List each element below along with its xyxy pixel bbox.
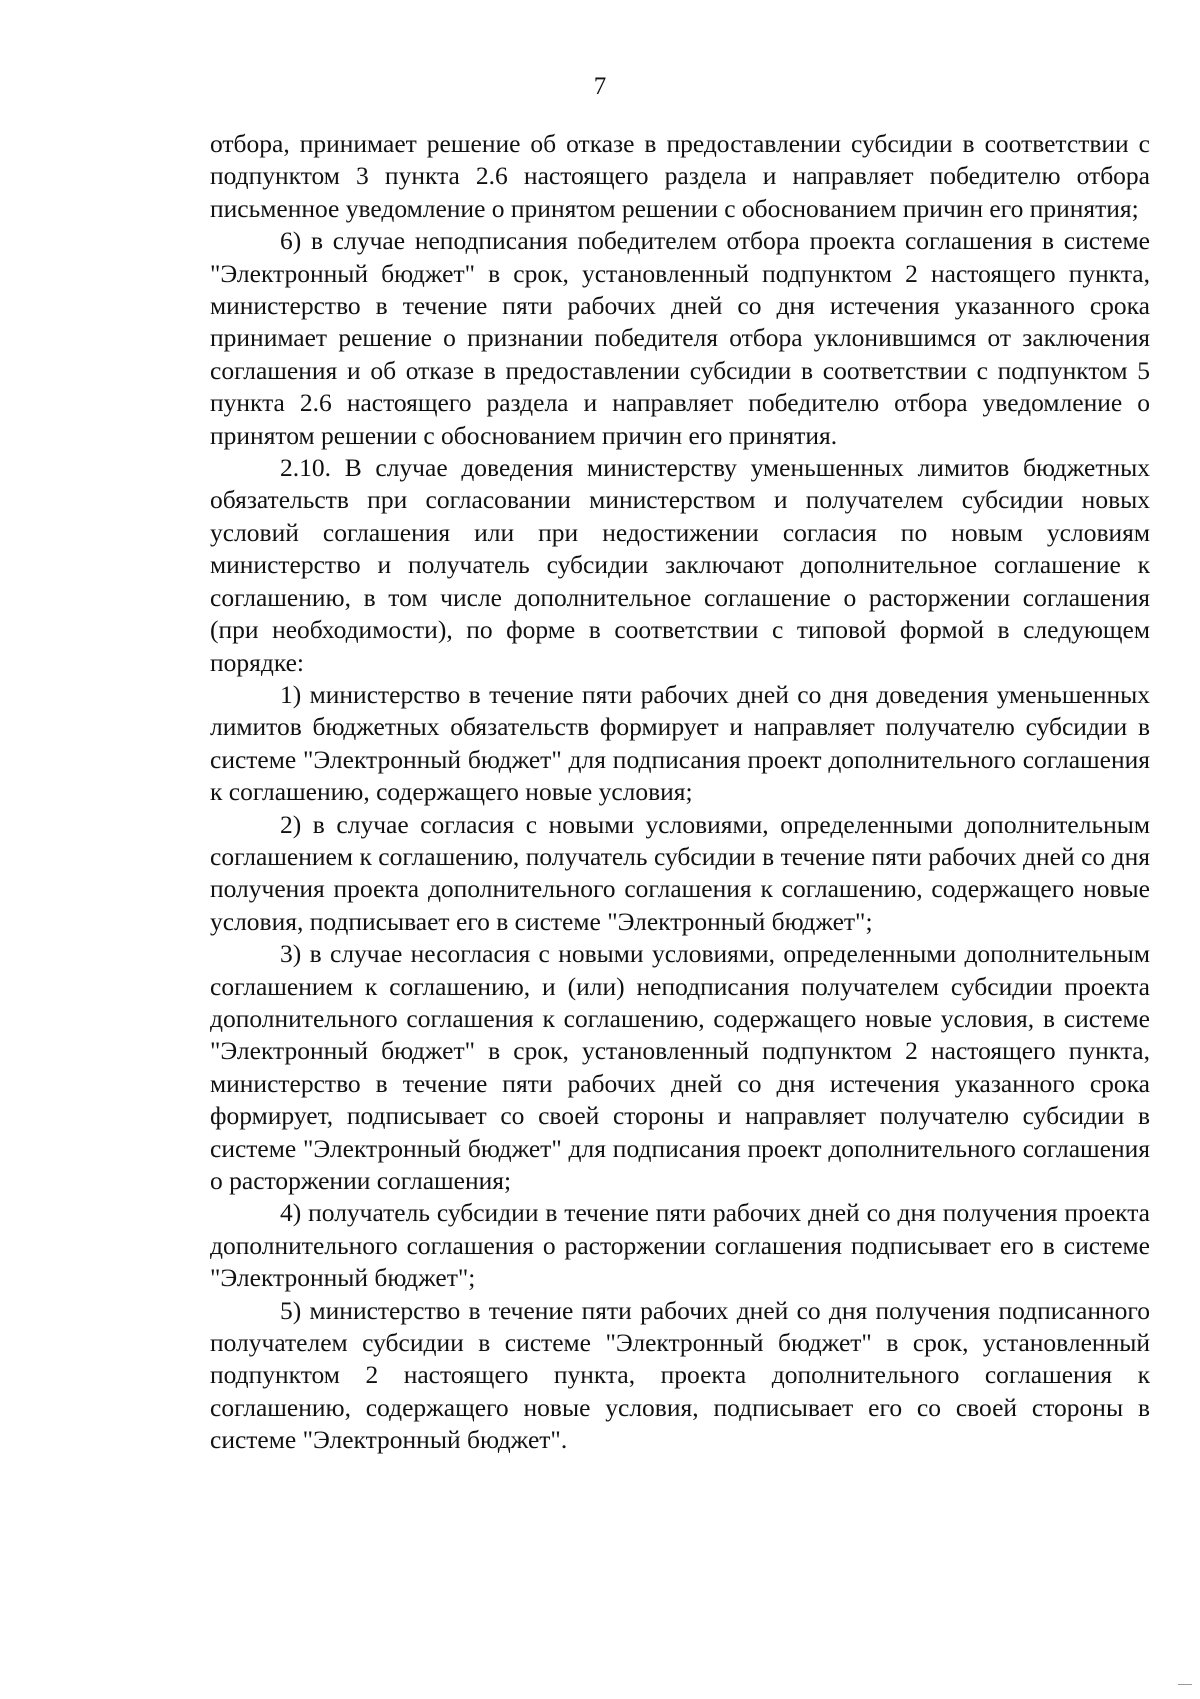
paragraph-continuation: отбора, принимает решение об отказе в предоставлении субсидии в соответствии с подпунктом 3 пункта 2.6 настоящего раздела и направляет победителю отбора письменное уведомление о принятом решении с обоснованием причин его принятия; bbox=[210, 129, 1150, 223]
page-number: 7 bbox=[593, 73, 607, 100]
document-body bbox=[210, 128, 1150, 1457]
paragraph-item-1: 1) министерство в течение пяти рабочих дней со дня доведения уменьшенных лимитов бюджетных обязательств формирует и направляет получателю субсидии в системе "Электронный бюджет" для подписания проект дополнительного соглашения к соглашению, содержащего новые условия; bbox=[210, 679, 1150, 807]
paragraph-item-2: 2) в случае согласия с новыми условиями, определенными дополнительным соглашением к соглашению, получатель субсидии в течение пяти рабочих дней со дня получения проекта дополнительного соглашения к соглашению, содержащего новые условия, подписывает его в системе "Электронный бюджет"; bbox=[210, 809, 1150, 936]
paragraph-item-5: 5) министерство в течение пяти рабочих дней со дня получения подписанного получателем субсидии в системе "Электронный бюджет" в срок, установленный подпунктом 2 настоящего пункта, проекта дополнительного соглашения к соглашению, содержащего новые условия, подписывает его со своей стороны в системе "Электронный бюджет". bbox=[210, 1295, 1150, 1455]
scan-edge-mark bbox=[1178, 1684, 1192, 1685]
paragraph-item-4: 4) получатель субсидии в течение пяти рабочих дней со дня получения проекта дополнительного соглашения о расторжении соглашения подписывает его в системе "Электронный бюджет"; bbox=[210, 1198, 1150, 1293]
paragraph-item-6: 6) в случае неподписания победителем отбора проекта соглашения в системе "Электронный бюджет" в срок, установленный подпунктом 2 настоящего пункта, министерство в течение пяти рабочих дней со дня истечения указанного срока принимает решение о признании победителя отбора уклонившимся от заключения соглашения и об отказе в предоставлении субсидии в соответствии с подпунктом 5 пункта 2.6 настоящего раздела и направляет победителю отбора уведомление о принятом решении с обоснованием причин его принятия. bbox=[210, 226, 1150, 450]
paragraph-section-2-10: 2.10. В случае доведения министерству уменьшенных лимитов бюджетных обязательств при согласовании министерством и получателем субсидии новых условий соглашения или при недостижении согласия по новым условиям министерство и получатель субсидии заключают дополнительное соглашение к соглашению, в том числе дополнительное соглашение о расторжении соглашения (при необходимости), по форме в соответствии с типовой формой в следующем порядке: bbox=[210, 453, 1150, 677]
paragraph-item-3: 3) в случае несогласия с новыми условиями, определенными дополнительным соглашением к соглашению, и (или) неподписания получателем субсидии проекта дополнительного соглашения к соглашению, содержащего новые условия, в системе "Электронный бюджет" в срок, установленный подпунктом 2 настоящего пункта, министерство в течение пяти рабочих дней со дня истечения указанного срока формирует, подписывает со своей стороны и направляет получателю субсидии в системе "Электронный бюджет" для подписания проект дополнительного соглашения о расторжении соглашения; bbox=[210, 939, 1150, 1195]
